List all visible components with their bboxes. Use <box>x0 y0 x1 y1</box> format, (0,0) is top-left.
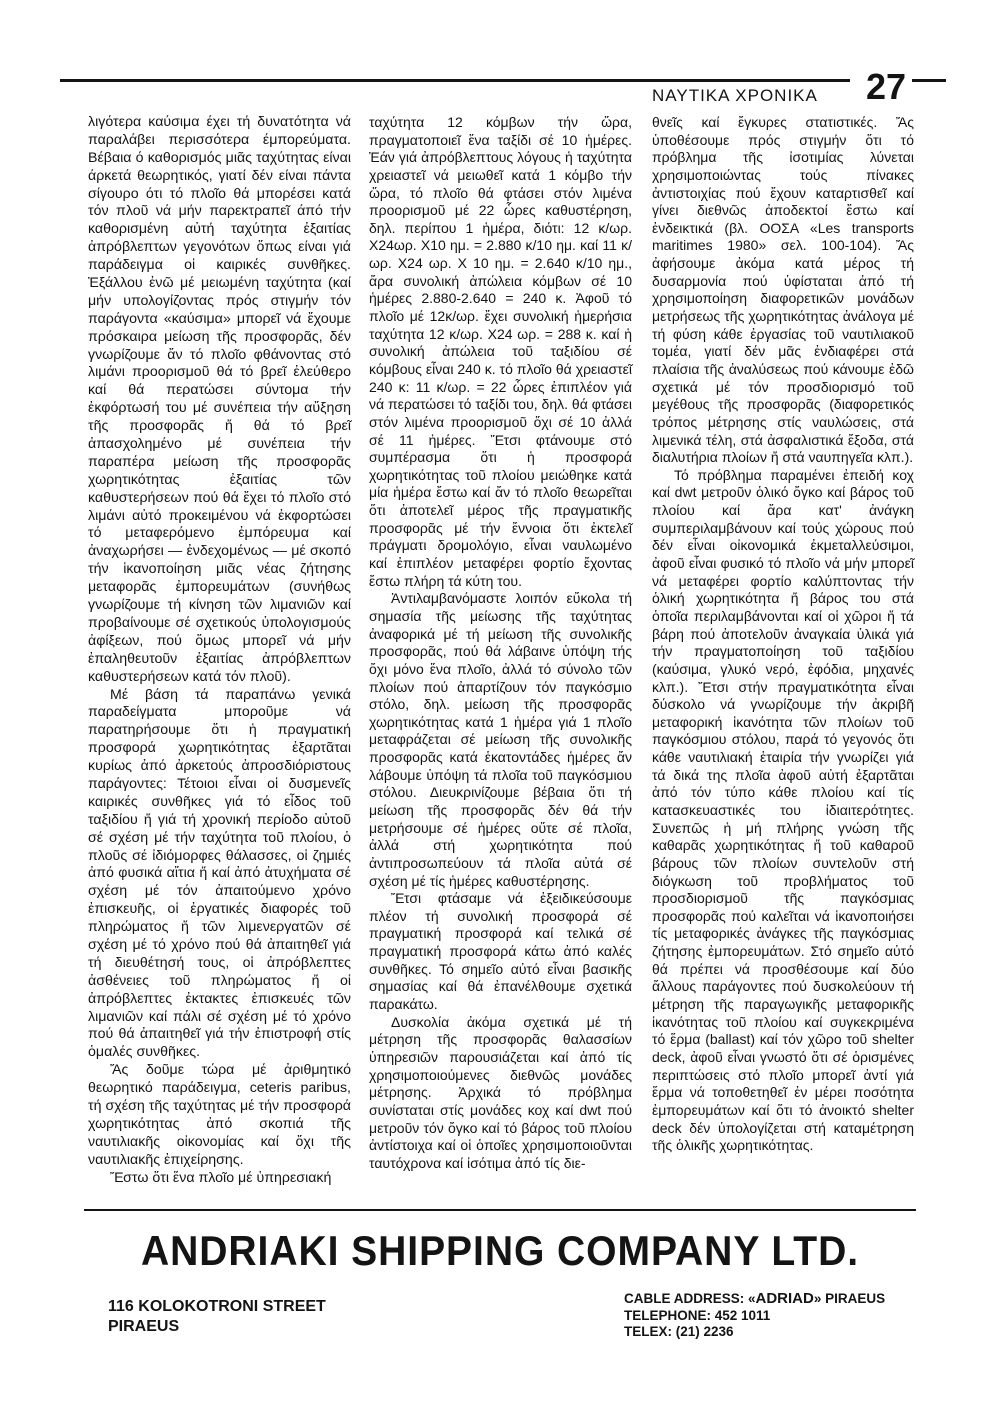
paragraph: Τό πρόβλημα παραμένει ἐπειδή κοχ καί dwt μετροῦν ὁλικό ὄγκο καί βάρος τοῦ πλοίου καί ἄρα κατ' ἀνάγκη συμπεριλαμβάνουν καί τούς χώρους πού δέν εἶναι οἰκονομικά ἐκμεταλλεύσιμοι, ἀφοῦ εἶναι φυσικό τό πλοῖο νά μήν μπορεῖ νά μεταφέρει φορτίο καλύπτοντας τήν ὁλική χωρητικότητα ἤ βάρος του στά ὁποῖα περιλαμβάνονται καί οἱ χῶροι ἤ τά βάρη πού ἀποτελοῦν ἀναγκαία ὑλικά γιά τήν πραγματοποίηση τοῦ ταξιδίου (καύσιμα, γλυκό νερό, ἐφόδια, μηχανές κλπ.). Ἔτσι στήν πραγματικότητα εἶναι δύσκολο νά γνωρίζουμε τήν ἀκριβῆ μεταφορική ἱκανότητα τῶν πλοίων τοῦ παγκόσμιου στόλου, παρά τό γεγονός ὅτι κάθε ναυτιλιακή ἑταιρία τήν γνωρίζει γιά τά δικά της πλοῖα ἀφοῦ αὐτή ἐξαρτᾶται ἀπό τόν τύπο κάθε πλοίου καί τίς κατασκευαστικές του ἰδιαιτερότητες. Συνεπῶς ἡ μή πλήρης γνώση τῆς καθαρᾶς χωρητικότητας ἤ τοῦ καθαροῦ βάρους τῶν πλοίων συντελοῦν στή διόγκωση τοῦ προβλήματος τοῦ προσδιορισμοῦ τῆς παγκόσμιας προσφορᾶς πού καλεῖται νά ἱκανοποιήσει τίς μεταφορικές ἀνάγκες τῆς παγκόσμιας ζήτησης ἐμπορευμάτων. Στό σημεῖο αὐτό θά πρέπει νά προσθέσουμε καί δύο ἄλλους παράγοντες πού δυσκολεύουν τή μέτρηση τῆς παραγωγικῆς μεταφορικῆς ἱκανότητας τοῦ πλοίου καί συγκεκριμένα τό ἕρμα (ballast) καί τόν χῶρο τοῦ shelter deck, ἀφοῦ εἶναι γνωστό ὅτι σέ ὁρισμένες περιπτώσεις στό πλοῖο μπορεῖ ἀντί γιά ἕρμα νά τοποθετηθεῖ ἐν μέρει ποσότητα ἐμπορευμάτων καί ὅτι τό ἀνοικτό shelter deck δέν ὑπολογίζεται στή καταμέτρηση τῆς ὁλικῆς χωρητικότητας. <box>652 466 914 1154</box>
text-column-1 <box>88 114 351 1187</box>
page-number: 27 <box>866 66 907 107</box>
header-rule-right <box>912 79 946 82</box>
ad-cable-name: ADRIAD <box>755 1290 814 1307</box>
running-header-title: ΝΑΥΤΙΚΑ ΧΡΟΝΙΚΑ <box>652 86 818 105</box>
text-column-2 <box>369 114 632 1172</box>
ad-cable-label: CABLE ADDRESS: « <box>624 1291 756 1306</box>
advertisement <box>84 1211 916 1367</box>
paragraph: θνεῖς καί ἔγκυρες στατιστικές. Ἄς ὑποθέσουμε πρός στιγμήν ὅτι τό πρόβλημα τῆς ἰσοτιμίας λύνεται χρησιμοποιώντας τούς πίνακες ἀντιστοιχίας πού ἔχουν καταρτισθεῖ καί γίνει διεθνῶς ἀποδεκτοί ἔστω καί ἐνδεικτικά (βλ. ΟΟΣΑ «Les transports maritimes 1980» σελ. 100-104). Ἄς ἀφήσουμε ἀκόμα κατά μέρος τή δυσαρμονία πού ὑφίσταται ἀπό τή χρησιμοποίηση διαφορετικῶν μονάδων μετρήσεως τῆς χωρητικότητας ἀνάλογα μέ τή φύση κάθε ἐργασίας τοῦ ναυτιλιακοῦ τομέα, γιατί δέν μᾶς ἐνδιαφέρει στά πλαίσια τῆς ἀναλύσεως πού κάνουμε ἐδῶ σχετικά μέ τόν προσδιορισμό τοῦ μεγέθους τῆς προσφορᾶς (διαφορετικός τρόπος μέτρησης στίς ναυλώσεις, στά λιμενικά τέλη, στά ἀσφαλιστικά ἔξοδα, στά διαλυτήρια πλοίων ἤ στά ναυπηγεῖα κλπ.). <box>652 114 914 466</box>
paragraph: λιγότερα καύσιμα έχει τή δυνατότητα νά παραλάβει περισσότερα έμπορεύματα. Βέβαια ό καθορισμός μιᾶς ταχύτητας είναι άρκετά θεωρητικός, γιατί δέν είναι πάντα σίγουρο ότι τό πλοῖο θά μπορέσει κατά τόν πλοῦ νά μήν παρεκτραπεῖ άπό τήν καθορισμένη αὐτή ταχύτητα ἐξαιτίας ἀπρόβλεπτων γεγονότων ὅπως είναι γιά παράδειγμα οἱ καιρικές συνθῆκες. Ἐξάλλου ἐνῶ μέ μειωμένη ταχύτητα (καί μήν υπολογίζοντας πρός στιγμήν τόν παράγοντα «καύσιμα» μπορεῖ νά ἔχουμε πρόσκαιρα μείωση τῆς προσφορᾶς, δέν γνωρίζουμε ἄν τό πλοῖο φθάνοντας στό λιμάνι προορισμοῦ θά τό βρεῖ ἐλεύθερο καί θά περατώσει σύντομα τήν ἐκφόρτωσή του μέ συνέπεια τήν αὔξηση τῆς προσφορᾶς ἤ θά τό βρεῖ ἀπασχολημένο μέ συνέπεια τήν παραπέρα μείωση τῆς προσφορᾶς χωρητικότητας ἐξαιτίας τῶν καθυστερήσεων πού θά ἔχει τό πλοῖο στό λιμάνι αὐτό προκειμένου νά ἐκφορτώσει τό μεταφερόμενο ἐμπόρευμα καί ἀναχωρήσει — ἐνδεχομένως — μέ σκοπό τήν ἱκανοποίηση μιᾶς νέας ζήτησης μεταφορᾶς ἐμπορευμάτων (συνήθως γνωρίζουμε τή κίνηση τῶν λιμανιῶν καί προβαίνουμε σέ σχετικούς ὑπολογισμούς ἀφίξεων, πού ὅμως μπορεῖ νά μήν ἐπαληθευτοῦν ἐξαιτίας ἀπρόβλεπτων καθυστερήσεων κατά τόν πλοῦ). <box>88 114 351 685</box>
paragraph: Μέ βάση τά παραπάνω γενικά παραδείγματα μποροῦμε νά παρατηρήσουμε ὅτι ἡ πραγματική προσφορά χωρητικότητας ἐξαρτᾶται κυρίως ἀπό ἀρκετούς ἀπροσδιόριστους παράγοντες: Τέτοιοι εἶναι οἱ δυσμενεῖς καιρικές συνθῆκες γιά τό εἶδος τοῦ ταξιδίου ἤ γιά τή χρονική περίοδο αὐτοῦ σέ σχέση μέ τήν ταχύτητα τοῦ πλοίου, ὁ πλοῦς σέ ἰδιόμορφες θάλασσες, οἱ ζημιές ἀπό φυσικά αἴτια ἤ καί ἀπό ἀτυχήματα σέ σχέση μέ τόν ἀπαιτούμενο χρόνο ἐπισκευῆς, οἱ ἐργατικές διαφορές τοῦ πληρώματος ἤ τῶν λιμενεργατῶν σέ σχέση μέ τό χρόνο πού θά ἀπαιτηθεῖ γιά τή διευθέτησή τους, οἱ ἀπρόβλεπτες ἀσθένειες τοῦ πληρώματος ἤ οἱ ἀπρόβλεπτες ἐκτακτες ἐπισκευές τῶν λιμανιῶν καί πάλι σέ σχέση μέ τό χρόνο πού θά ἀπαιτηθεῖ γιά τήν ἐπιστροφή στίς ὁμαλές συνθῆκες. <box>88 686 351 1061</box>
ad-cable-address <box>624 1291 885 1308</box>
ad-address <box>108 1297 326 1337</box>
paragraph: Ἔστω ὅτι ἕνα πλοῖο μέ ὑπηρεσιακή <box>110 1169 332 1186</box>
paragraph: Δυσκολία ἀκόμα σχετικά μέ τή μέτρηση τῆς προσφορᾶς θαλασσίων ὑπηρεσιῶν παρουσιάζεται καί ἀπό τίς χρησιμοποιούμενες διεθνῶς μονάδες μέτρησης. Ἀρχικά τό πρόβλημα συνίσταται στίς μονάδες κοχ καί dwt πού μετροῦν τόν ὄγκο καί τό βάρος τοῦ πλοίου ἀντίστοιχα καί οἱ ὁποῖες χρησιμοποιοῦνται ταυτόχρονα καί ἰσότιμα ἀπό τίς διε- <box>369 1013 632 1171</box>
paragraph: Ἔτσι φτάσαμε νά ἐξειδικεύσουμε πλέον τή συνολική προσφορά σέ πραγματική προσφορά καί τελικά σέ πραγματική προσφορά κάτω ἀπό καλές συνθῆκες. Τό σημεῖο αὐτό εἶναι βασικῆς σημασίας καί θά ἐπανέλθουμε σχετικά παρακάτω. <box>369 890 632 1013</box>
ad-company-name: ANDRIAKI SHIPPING COMPANY LTD. <box>140 1227 859 1274</box>
ad-contact-info <box>624 1291 885 1341</box>
header-rule-left <box>60 79 850 82</box>
ad-telephone: TELEPHONE: 452 1011 <box>624 1307 771 1323</box>
paragraph: Ἄς δοῦμε τώρα μέ ἀριθμητικό θεωρητικό παράδειγμα, ceteris paribus, τή σχέση τῆς ταχύτητας μέ τήν προσφορά χωρητικότητας ἀπό σκοπιά τῆς ναυτιλιακῆς οἰκονομίας καί ὄχι τῆς ναυτιλιακῆς ἐπιχείρησης. <box>88 1062 351 1168</box>
text-column-3 <box>652 114 914 1155</box>
ad-address-city: PIRAEUS <box>108 1318 180 1335</box>
paragraph: ταχύτητα 12 κόμβων τήν ὥρα, πραγματοποιεῖ ἕνα ταξίδι σέ 10 ἡμέρες. Ἐάν γιά ἀπρόβλεπτους λόγους ἡ ταχύτητα χρειαστεῖ νά μειωθεῖ κατά 1 κόμβο τήν ὥρα, τό πλοῖο θά φτάσει στόν λιμένα προορισμοῦ μέ 22 ὧρες καθυστέρηση, δηλ. περίπου 1 ἡμέρα, διότι: 12 κ/ωρ. Χ24ωρ. Χ10 ημ. = 2.880 κ/10 ημ. καί 11 κ/ωρ. Χ24 ωρ. Χ 10 ημ. = 2.640 κ/10 ημ., ἄρα συνολική ἀπώλεια κόμβων σέ 10 ἡμέρες 2.880-2.640 = 240 κ. Ἀφοῦ τό πλοῖο μέ 12κ/ωρ. ἔχει συνολική ἡμερήσια ταχύτητα 12 κ/ωρ. Χ24 ωρ. = 288 κ. καί ἡ συνολική ἀπώλεια τοῦ ταξιδίου σέ κόμβους εἶναι 240 κ. τό πλοῖο θά χρειαστεῖ 240 κ: 11 κ/ωρ. = 22 ὧρες ἐπιπλέον γιά νά περατώσει τό ταξίδι του, δηλ. θά φτάσει στόν λιμένα προορισμοῦ ὄχι σέ 10 ἀλλά σέ 11 ἡμέρες. Ἔτσι φτάνουμε στό συμπέρασμα ὅτι ἡ προσφορά χωρητικότητας τοῦ πλοίου μειώθηκε κατά μία ἡμέρα ἔστω καί ἄν τό πλοῖο θεωρεῖται ὅτι ἀποτελεῖ μέρος τῆς πραγματικῆς προσφορᾶς μέ τήν ἔννοια ὅτι ἐκτελεῖ πράγματι δρομολόγιο, εἶναι ναυλωμένο καί ἐπιπλέον μεταφέρει φορτίο ἔχοντας ἔστω πλήρη τά κύτη του. <box>369 114 632 589</box>
ad-cable-suffix: » PIRAEUS <box>813 1291 886 1306</box>
paragraph: Ἀντιλαμβανόμαστε λοιπόν εὔκολα τή σημασία τῆς μείωσης τῆς ταχύτητας ἀναφορικά μέ τή μείωση τῆς συνολικῆς προσφορᾶς, πού θά λάβαινε ὑπόψη τής ὄχι μόνο ἕνα πλοῖο, ἀλλά τό σύνολο τῶν πλοίων πού ἀπαρτίζουν τόν παγκόσμιο στόλο, δηλ. μείωση τῆς προσφορᾶς χωρητικότητας κατά 1 ἡμέρα γιά 1 πλοῖο μεταφράζεται σέ μείωση τῆς συνολικῆς προσφορᾶς κατά ἑκατοντάδες ἡμέρες ἄν λάβουμε ὑπόψη τά πλοῖα τοῦ παγκόσμιου στόλου. Διευκρινίζουμε βέβαια ὅτι τή μείωση τῆς προσφορᾶς δέν θά τήν μετρήσουμε σέ ἡμέρες οὔτε σέ πλοῖα, ἀλλά στή χωρητικότητα πού ἀντιπροσωπεύουν τά πλοῖα αὐτά σέ σχέση μέ τίς ἡμέρες καθυστέρησης. <box>369 590 632 889</box>
ad-address-street: 116 KOLOKOTRONI STREET <box>108 1298 326 1315</box>
ad-telex: TELEX: (21) 2236 <box>624 1324 734 1339</box>
